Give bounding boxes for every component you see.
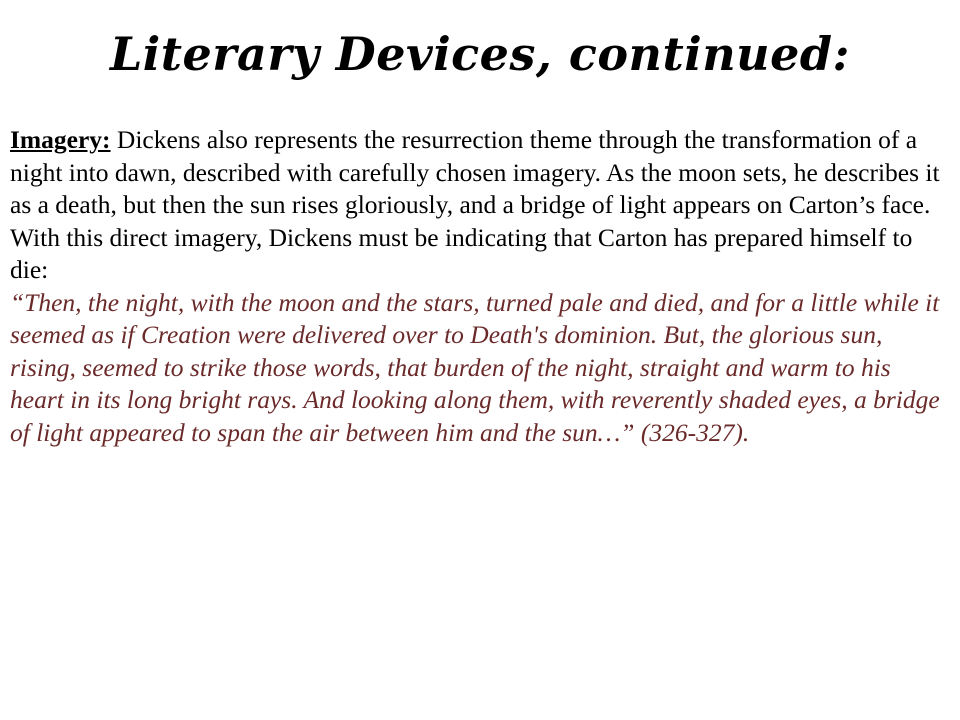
imagery-paragraph [10,124,945,287]
slide-body [10,124,945,449]
book-quote: “Then, the night, with the moon and the stars, turned pale and died, and for a little while it seemed as if Creation were delivered over to Death's dominion. But, the glorious sun, rising, seemed to strike those words, that burden of the night, straight and warm to his heart in its long bright rays. And looking along them, with reverently shaded eyes, a bridge of light appeared to span the air between him and the sun…” (326-327). [10,287,940,447]
slide-title: Literary Devices, continued: [109,27,851,81]
imagery-text: Dickens also represents the resurrection theme through the transformation of a night into dawn, described with carefully chosen imagery. As the moon sets, he describes it as a death, but then the sun rises gloriously, and a bridge of light appears on Carton’s face. With this direct imagery, Dickens must be indicating that Carton has prepared himself to die: [10,125,940,284]
imagery-label: Imagery: [10,125,111,154]
